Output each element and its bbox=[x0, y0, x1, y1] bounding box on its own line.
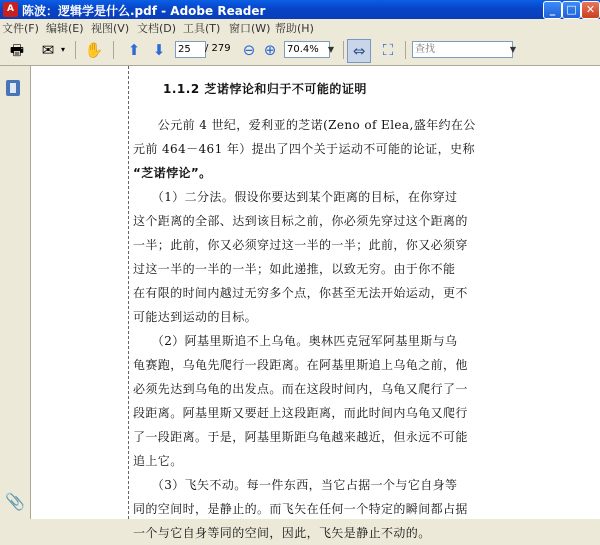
page-number-input[interactable] bbox=[175, 41, 206, 58]
text-line: 在有限的时间内越过无穷多个点，你甚至无法开始运动，更不 bbox=[133, 286, 468, 300]
toolbar bbox=[0, 36, 600, 66]
paragraph bbox=[133, 185, 478, 329]
adobe-reader-icon: A bbox=[3, 2, 18, 17]
text-line: 必须先达到乌龟的出发点。而在这段时间内，乌龟又爬行了一 bbox=[133, 382, 468, 396]
close-button[interactable]: ✕ bbox=[581, 1, 600, 19]
text-line: 可能达到运动的目标。 bbox=[133, 310, 258, 324]
paragraph bbox=[133, 113, 478, 185]
text-line: （3）飞矢不动。每一件东西，当它占据一个与它自身等 bbox=[133, 478, 458, 492]
bookmarks-icon[interactable] bbox=[6, 80, 20, 96]
page-total: / 279 bbox=[205, 43, 231, 54]
zoom-in-icon[interactable]: ⊕ bbox=[263, 41, 277, 59]
page-edge-divider bbox=[128, 66, 129, 519]
menu-file[interactable]: 文件(F) bbox=[2, 22, 39, 35]
toolbar-separator bbox=[343, 41, 344, 59]
page-content bbox=[133, 80, 478, 545]
text-line: 这个距离的全部、达到该目标之前，你必须先穿过这个距离的 bbox=[133, 214, 468, 228]
zoom-dropdown-icon[interactable]: ▼ bbox=[327, 45, 335, 54]
text-line: （1）二分法。假设你要达到某个距离的目标，在你穿过 bbox=[133, 190, 458, 204]
toolbar-separator bbox=[75, 41, 76, 59]
paragraph bbox=[133, 329, 478, 473]
email-icon[interactable]: ✉ bbox=[41, 41, 55, 59]
attachments-icon[interactable]: 📎 bbox=[5, 492, 25, 511]
previous-page-icon[interactable]: ⬆ bbox=[127, 41, 141, 59]
menu-tools[interactable]: 工具(T) bbox=[183, 22, 221, 35]
search-input[interactable] bbox=[412, 41, 513, 58]
menu-bar bbox=[0, 19, 600, 37]
toolbar-separator bbox=[405, 41, 406, 59]
text-line: 过这一半的一半的一半；如此递推，以致无穷。由于你不能 bbox=[133, 262, 456, 276]
section-heading: 1.1.2 芝诺悖论和归于不可能的证明 bbox=[163, 82, 367, 96]
zoom-input[interactable] bbox=[284, 41, 330, 58]
text-line: 段距离。阿基里斯又要赶上这段距离，而此时间内乌龟又爬行 bbox=[133, 406, 468, 420]
hand-tool-icon[interactable]: ✋ bbox=[84, 41, 104, 59]
search-dropdown-icon[interactable]: ▼ bbox=[509, 45, 517, 54]
menu-view[interactable]: 视图(V) bbox=[91, 22, 130, 35]
fit-page-icon[interactable]: ⛶ bbox=[382, 41, 394, 59]
window-title: 陈波：逻辑学是什么.pdf - Adobe Reader bbox=[22, 4, 266, 18]
text-line: 了一段距离。于是，阿基里斯距乌龟越来越近，但永远不可能 bbox=[133, 430, 468, 444]
paragraph bbox=[133, 473, 478, 545]
menu-help[interactable]: 帮助(H) bbox=[275, 22, 314, 35]
text-line: 一半；此前，你又必须穿过这一半的一半；此前，你又必须穿 bbox=[133, 238, 468, 252]
navigation-panel bbox=[0, 66, 31, 519]
text-line: （2）阿基里斯追不上乌龟。奥林匹克冠军阿基里斯与乌 bbox=[133, 334, 458, 348]
text-line: 元前 464－461 年）提出了四个关于运动不可能的论证，史称 bbox=[133, 142, 475, 156]
text-line: 一个与它自身等同的空间，因此，飞矢是静止不动的。 bbox=[133, 526, 431, 540]
menu-edit[interactable]: 编辑(E) bbox=[46, 22, 84, 35]
text-line: “芝诺悖论”。 bbox=[133, 166, 212, 180]
text-line: 公元前 4 世纪，爱利亚的芝诺(Zeno of Elea,盛年约在公 bbox=[133, 118, 476, 132]
next-page-icon[interactable]: ⬇ bbox=[152, 41, 166, 59]
title-bar bbox=[0, 0, 600, 19]
fit-width-icon[interactable]: ⇔ bbox=[347, 39, 371, 63]
zoom-out-icon[interactable]: ⊖ bbox=[242, 41, 256, 59]
menu-document[interactable]: 文档(D) bbox=[137, 22, 177, 35]
text-line: 龟赛跑，乌龟先爬行一段距离。在阿基里斯追上乌龟之前，他 bbox=[133, 358, 468, 372]
toolbar-separator bbox=[113, 41, 114, 59]
minimize-button[interactable]: _ bbox=[543, 1, 562, 19]
text-line: 同的空间时，是静止的。而飞矢在任何一个特定的瞬间都占据 bbox=[133, 502, 468, 516]
menu-window[interactable]: 窗口(W) bbox=[229, 22, 271, 35]
text-line: 追上它。 bbox=[133, 454, 183, 468]
maximize-button[interactable]: □ bbox=[562, 1, 581, 19]
print-icon[interactable]: 🖶 bbox=[9, 41, 25, 59]
email-dropdown-icon[interactable]: ▾ bbox=[61, 45, 66, 54]
